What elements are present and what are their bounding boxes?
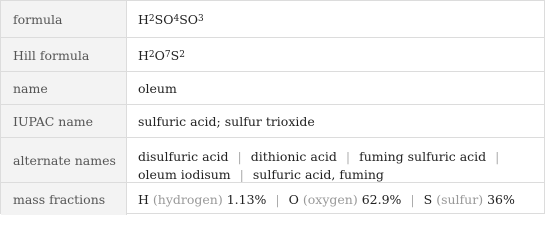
mass-fraction-oxygen [289,192,402,207]
formula-subscript: 7 [164,50,171,60]
separator: | [239,167,244,182]
formula-subscript: 3 [198,14,204,24]
formula-part: O [154,47,165,63]
fraction-value: 36% [487,191,515,207]
formula-part: SO [179,11,198,27]
mass-fractions-row [1,182,544,215]
alternate-names-value [128,138,544,183]
separator: | [410,191,415,207]
fraction-value: 1.13% [226,191,267,207]
formula-part: SO [154,11,174,27]
formula-row [1,1,544,37]
name-row [1,71,544,105]
element-symbol: O [288,191,299,207]
element-name: (hydrogen) [152,191,223,207]
formula-part: S [170,47,180,63]
iupac-name-label: IUPAC name [1,105,127,138]
fraction-value: 62.9% [361,191,402,207]
formula-value [128,1,544,37]
alternate-name: fuming sulfuric acid [359,149,487,164]
element-symbol: S [423,191,433,207]
formula-part: H [138,11,149,27]
separator: | [495,149,500,164]
iupac-name-row [1,104,544,138]
alternate-name: dithionic acid [250,149,337,164]
formula-label: formula [1,1,127,37]
element-name: (oxygen) [302,191,358,207]
element-symbol: H [138,191,149,207]
hill-formula-row [1,37,544,72]
formula-subscript: 2 [148,50,155,60]
separator: | [345,149,351,164]
name-value: oleum [138,81,177,96]
formula-subscript: 2 [148,14,155,24]
iupac-name-value: sulfuric acid; sulfur trioxide [138,114,315,129]
mass-fraction-hydrogen [138,192,266,207]
element-name: (sulfur) [436,191,484,207]
alternate-names-row [1,137,544,183]
alternate-names-label: alternate names [1,138,127,183]
hill-formula-label: Hill formula [1,38,127,72]
alternate-name: oleum iodisum [138,167,231,182]
formula-subscript: 4 [173,14,180,24]
mass-fractions-label: mass fractions [1,183,127,215]
name-label: name [1,72,127,105]
mass-fraction-sulfur [424,192,515,207]
formula-subscript: 2 [179,50,185,60]
hill-formula-value [128,38,544,72]
mass-fractions-value [128,183,544,215]
alternate-name: sulfuric acid, fuming [252,167,384,182]
formula-part: H [138,47,149,63]
separator: | [237,149,242,164]
alternate-name: disulfuric acid [138,149,229,164]
separator: | [275,191,280,207]
